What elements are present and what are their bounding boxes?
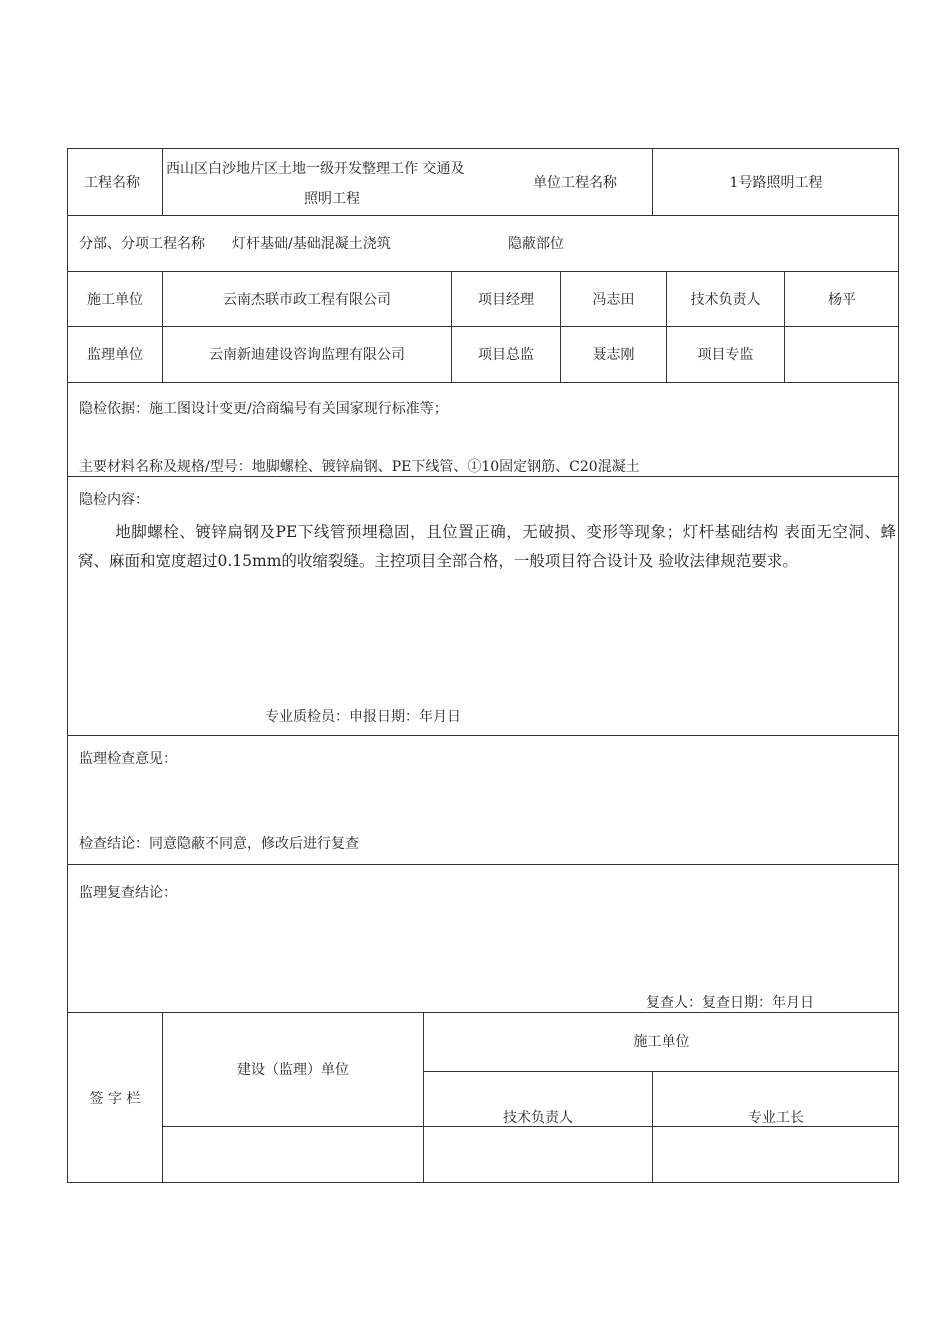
col-divider <box>666 271 667 382</box>
project-name-value: 西山区白沙地片区土地一级开发整理工作 交通及 <box>166 161 465 177</box>
tech-lead-label: 技术负责人 <box>690 292 761 308</box>
supervision-unit-label: 监理单位 <box>87 347 143 363</box>
inspection-conclusion: 检查结论：同意隐蔽不同意，修改后进行复查 <box>79 836 359 852</box>
row-divider <box>67 271 899 272</box>
content-body: 地脚螺栓、镀锌扁钢及PE下线管预埋稳固，且位置正确，无破损、变形等现象；灯杆基础结构 表面无空洞、蜂窝、麻面和宽度超过0.15mm的收缩裂缝。主控项目全部合格，一般项目符合设计及 验收法律规范要求。 <box>78 523 896 570</box>
recheck-signoff: 复查人：复查日期：年月日 <box>646 995 814 1011</box>
construction-unit-value: 云南杰联市政工程有限公司 <box>223 292 391 308</box>
contractor-unit-label: 施工单位 <box>633 1034 690 1050</box>
col-divider <box>162 271 163 382</box>
signature-label: 签 字 栏 <box>89 1091 141 1107</box>
chief-supervisor-label: 项目总监 <box>478 347 534 363</box>
project-name-label: 工程名称 <box>84 175 140 191</box>
materials-spec: 主要材料名称及规格/型号：地脚螺栓、镀锌扁钢、PE下线管、①10固定钢筋、C20混凝土 <box>79 459 640 475</box>
tech-lead-value: 杨平 <box>828 292 856 308</box>
construction-unit-label: 施工单位 <box>87 292 143 308</box>
supervision-unit-value: 云南新迪建设咨询监理有限公司 <box>209 347 405 363</box>
inspection-basis: 隐检依据：施工图设计变更/洽商编号有关国家现行标准等； <box>79 401 448 417</box>
project-manager-value: 冯志田 <box>592 292 635 308</box>
project-manager-label: 项目经理 <box>478 292 534 308</box>
unit-project-label: 单位工程名称 <box>533 175 617 191</box>
foreman-sign-label: 专业工长 <box>748 1110 804 1126</box>
col-divider <box>784 271 785 382</box>
col-divider <box>560 271 561 382</box>
tech-lead-sign-label: 技术负责人 <box>503 1110 573 1126</box>
row-divider <box>67 382 899 383</box>
subitem-label: 分部、分项工程名称 <box>79 236 205 252</box>
project-name-value-cont: 照明工程 <box>304 191 360 207</box>
row-divider <box>67 735 899 736</box>
row-divider <box>67 215 899 216</box>
subitem-value: 灯杆基础/基础混凝土浇筑 <box>232 236 391 252</box>
concealed-part-label: 隐蔽部位 <box>508 236 564 252</box>
row-divider <box>423 1071 899 1072</box>
quality-inspector-signoff: 专业质检员：申报日期：年月日 <box>265 709 461 725</box>
col-divider <box>451 271 452 382</box>
recheck-label: 监理复查结论： <box>79 885 177 901</box>
unit-project-value: 1号路照明工程 <box>729 175 823 191</box>
row-divider <box>67 326 899 327</box>
specialist-supervisor-label: 项目专监 <box>697 347 754 363</box>
chief-supervisor-value: 聂志刚 <box>592 347 635 363</box>
content-label: 隐检内容： <box>79 492 149 508</box>
owner-unit-label: 建设（监理）单位 <box>237 1062 349 1078</box>
col-divider <box>162 148 163 215</box>
row-divider <box>67 864 899 865</box>
supervision-opinion-label: 监理检查意见： <box>79 751 177 767</box>
